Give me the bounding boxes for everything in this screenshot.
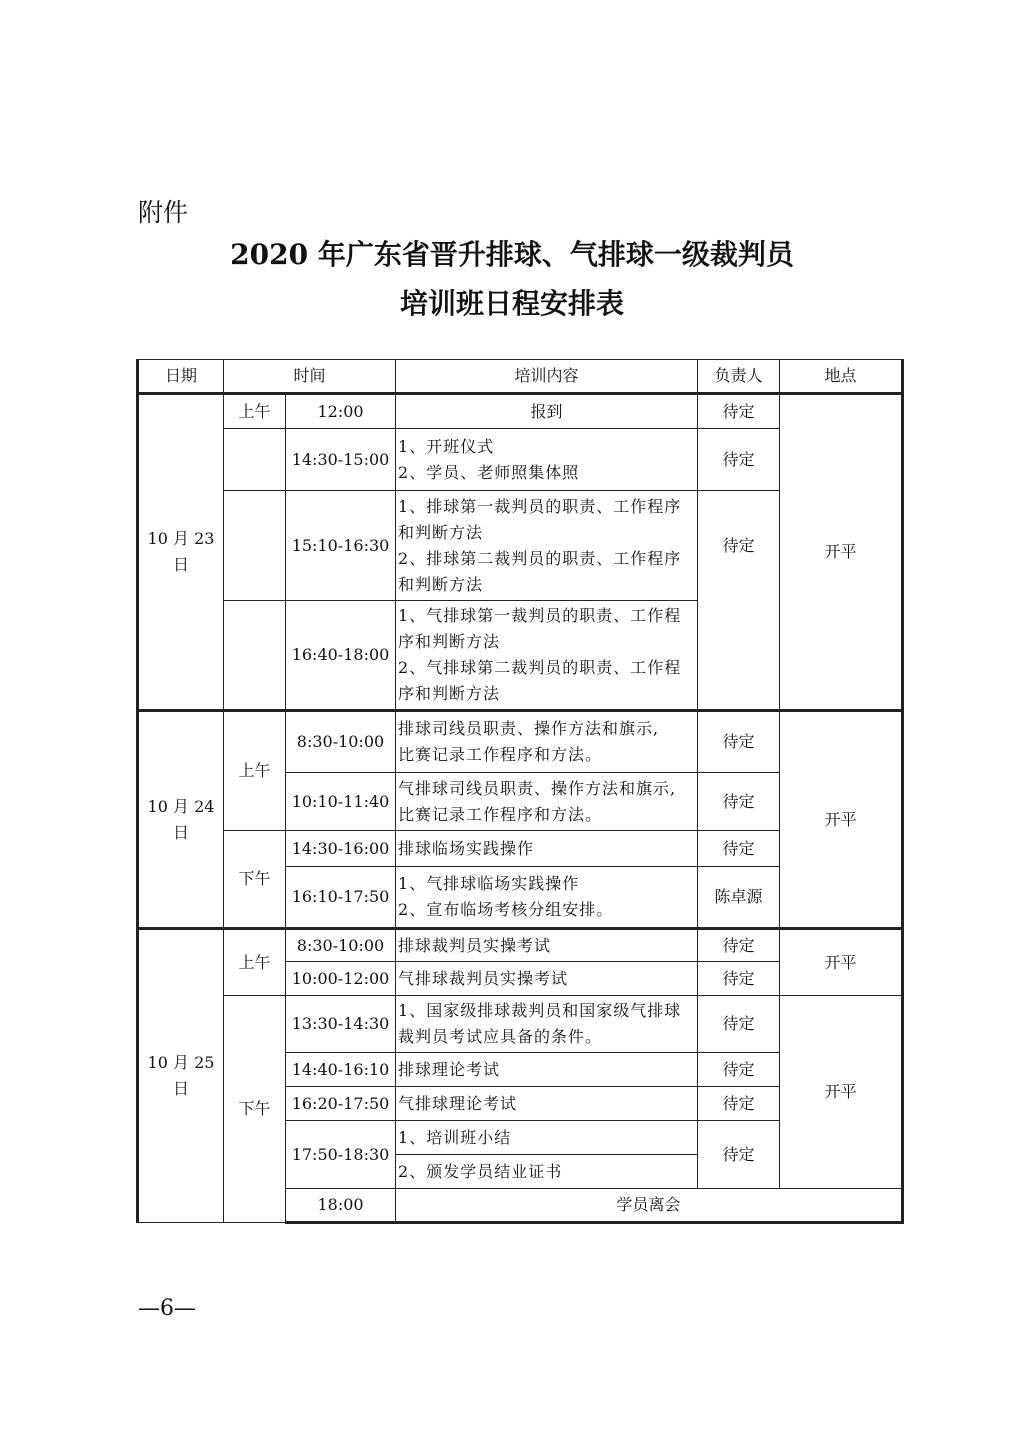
content-line: 气排球司线员职责、操作方法和旗示,: [398, 778, 677, 798]
time-cell: 17:50-18:30: [286, 1121, 396, 1189]
header-date: 日期: [138, 360, 224, 394]
time-cell: 12:00: [286, 394, 396, 429]
header-time: 时间: [224, 360, 396, 394]
schedule-table: [136, 359, 904, 1224]
time-cell: 13:30-14:30: [286, 996, 396, 1053]
person-cell: 陈卓源: [698, 867, 780, 929]
content-line: 比赛记录工作程序和方法。: [398, 745, 603, 764]
period-cell: 上午: [224, 394, 286, 429]
content-line: 2、宣布临场考核分组安排。: [398, 900, 614, 919]
header-location: 地点: [780, 360, 903, 394]
content-cell: [396, 429, 698, 491]
table-row: [138, 711, 903, 773]
location-cell: 开平: [780, 711, 903, 929]
content-line: 1、开班仪式: [398, 436, 495, 456]
content-line: 和判断方法: [398, 522, 484, 542]
content-line: 1、排球第一裁判员的职责、工作程序: [398, 496, 682, 516]
content-line: 2、学员、老师照集体照: [398, 462, 580, 482]
content-line: 1、国家级排球裁判员和国家级气排球: [398, 1001, 682, 1020]
table-row: [138, 394, 903, 429]
location-cell: 开平: [780, 996, 903, 1189]
content-line: 2、排球第二裁判员的职责、工作程序: [398, 548, 682, 568]
content-line: 排球司线员职责、操作方法和旗示,: [398, 719, 660, 738]
period-cell: 上午: [224, 929, 286, 996]
person-cell: 待定: [698, 962, 780, 996]
time-cell: 18:00: [286, 1189, 396, 1223]
content-cell: 排球临场实践操作: [396, 831, 698, 867]
period-cell: 下午: [224, 831, 286, 929]
time-cell: 14:40-16:10: [286, 1053, 396, 1087]
date-cell: 10 月 24 日: [138, 711, 224, 929]
content-cell: 学员离会: [396, 1189, 903, 1223]
content-cell: 排球裁判员实操考试: [396, 929, 698, 962]
content-cell: [396, 773, 698, 831]
content-line: 1、气排球第一裁判员的职责、工作程: [398, 606, 682, 625]
content-cell: 排球理论考试: [396, 1053, 698, 1087]
header-content: 培训内容: [396, 360, 698, 394]
person-cell: 待定: [698, 831, 780, 867]
period-cell: 下午: [224, 996, 286, 1223]
content-cell: 报到: [396, 394, 698, 429]
attachment-label: 附件: [138, 198, 189, 227]
content-line: 2、气排球第二裁判员的职责、工作程: [398, 658, 682, 677]
content-cell: 气排球裁判员实操考试: [396, 962, 698, 996]
location-cell: 开平: [780, 394, 903, 711]
content-cell: [396, 1121, 698, 1189]
table-header-row: [138, 360, 903, 394]
person-cell: 待定: [698, 1087, 780, 1121]
table-row: [138, 929, 903, 962]
time-cell: 8:30-10:00: [286, 929, 396, 962]
person-cell: 待定: [698, 491, 780, 601]
time-cell: 14:30-15:00: [286, 429, 396, 491]
period-cell: 上午: [224, 711, 286, 831]
period-cell: [224, 601, 286, 711]
content-line: 和判断方法: [398, 574, 484, 594]
time-cell: 8:30-10:00: [286, 711, 396, 773]
period-cell: [224, 491, 286, 601]
date-cell: 10 月 25 日: [138, 929, 224, 1223]
person-cell: [698, 601, 780, 711]
person-cell: 待定: [698, 1121, 780, 1189]
content-cell: [396, 491, 698, 601]
content-line: 1、培训班小结: [396, 1121, 697, 1155]
content-cell: 气排球理论考试: [396, 1087, 698, 1121]
content-line: 序和判断方法: [398, 684, 501, 703]
time-cell: 16:10-17:50: [286, 867, 396, 929]
content-line: 比赛记录工作程序和方法。: [398, 804, 603, 824]
content-line: 序和判断方法: [398, 632, 501, 651]
person-cell: 待定: [698, 711, 780, 773]
time-cell: 10:10-11:40: [286, 773, 396, 831]
content-cell: [396, 601, 698, 711]
time-cell: 15:10-16:30: [286, 491, 396, 601]
date-cell: 10 月 23 日: [138, 394, 224, 711]
person-cell: 待定: [698, 1053, 780, 1087]
time-cell: 16:40-18:00: [286, 601, 396, 711]
content-line: 裁判员考试应具备的条件。: [398, 1027, 603, 1046]
page-number: —6—: [138, 1296, 196, 1321]
content-line: 2、颁发学员结业证书: [398, 1162, 563, 1181]
time-cell: 16:20-17:50: [286, 1087, 396, 1121]
time-cell: 14:30-16:00: [286, 831, 396, 867]
content-cell: [396, 996, 698, 1053]
table-row: [138, 996, 903, 1053]
person-cell: 待定: [698, 394, 780, 429]
period-cell: [224, 429, 286, 491]
person-cell: 待定: [698, 429, 780, 491]
location-cell: 开平: [780, 929, 903, 996]
document-subtitle: 培训班日程安排表: [399, 287, 624, 320]
person-cell: 待定: [698, 929, 780, 962]
time-cell: 10:00-12:00: [286, 962, 396, 996]
document-title: 2020 年广东省晋升排球、气排球一级裁判员: [230, 238, 794, 271]
content-cell: [396, 711, 698, 773]
person-cell: 待定: [698, 773, 780, 831]
content-cell: [396, 867, 698, 929]
person-cell: 待定: [698, 996, 780, 1053]
header-person: 负责人: [698, 360, 780, 394]
content-line: 1、气排球临场实践操作: [398, 874, 580, 893]
